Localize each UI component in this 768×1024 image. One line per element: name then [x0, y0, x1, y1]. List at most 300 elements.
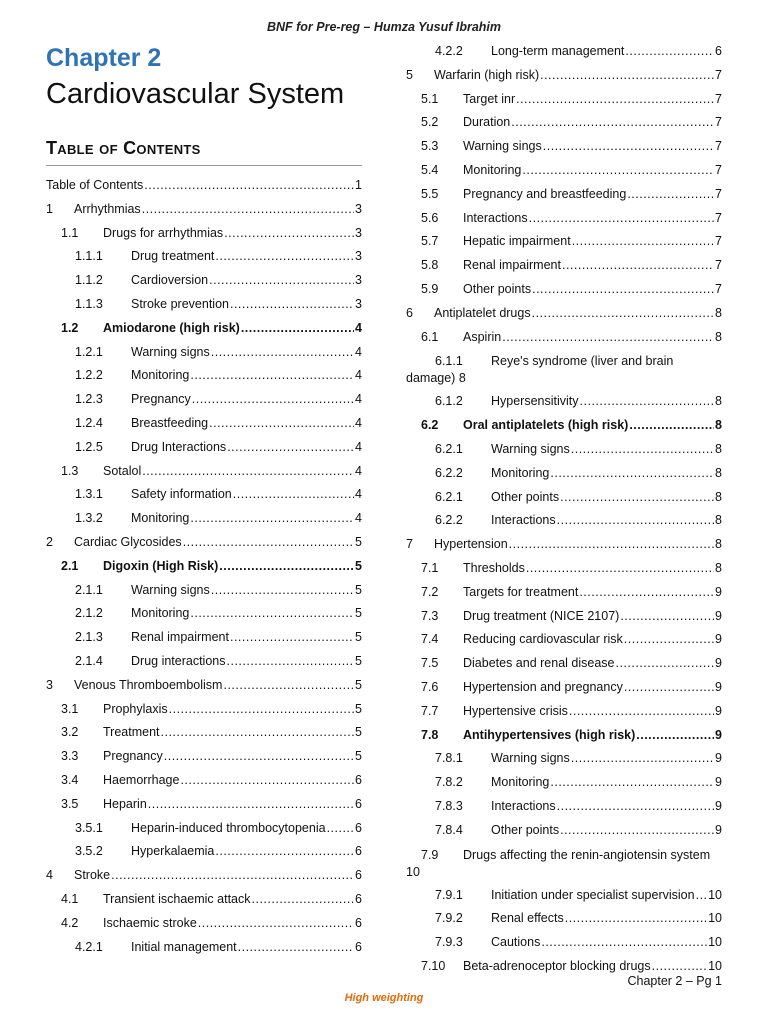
toc-entry-title: Drug Interactions [131, 439, 227, 454]
toc-leader-dots [562, 254, 714, 278]
toc-entry[interactable] [406, 88, 722, 112]
toc-entry-page: 8 [715, 418, 722, 433]
toc-entry[interactable] [46, 888, 362, 912]
toc-entry-page: 1 [355, 178, 362, 192]
toc-entry-page: 5 [355, 701, 362, 716]
toc-entry-title: Hypertension [434, 537, 508, 552]
toc-entry-number: 1.2.1 [75, 344, 103, 359]
toc-entry-page: 7 [715, 91, 722, 106]
toc-entry-page: 4 [355, 439, 362, 454]
toc-entry[interactable] [406, 462, 722, 486]
toc-entry-number: 3.2 [61, 725, 79, 740]
footer-page-number: Chapter 2 – Pg 1 [627, 974, 722, 988]
toc-leader-dots [190, 364, 354, 388]
toc-entry-number: 5.6 [421, 210, 439, 225]
toc-entry[interactable] [46, 341, 362, 365]
toc-leader-dots [550, 771, 714, 795]
toc-entry-title: Diabetes and renal disease [463, 656, 615, 671]
toc-entry-number: 5 [406, 67, 413, 82]
toc-entry-page: 9 [715, 679, 722, 694]
toc-entry[interactable] [46, 174, 362, 198]
toc-entry-page: 6 [355, 844, 362, 859]
toc-entry-page: 3 [355, 296, 362, 311]
toc-entry-number: 1 [46, 201, 53, 216]
toc-entry-page: 6 [355, 939, 362, 954]
toc-entry[interactable] [46, 507, 362, 531]
toc-entry[interactable] [46, 269, 362, 293]
toc-entry-page: 7 [715, 162, 722, 177]
toc-entry-page: 7 [715, 115, 722, 130]
toc-entry-number: 5.5 [421, 186, 439, 201]
toc-entry[interactable] [406, 159, 722, 183]
toc-entry[interactable] [406, 64, 722, 88]
toc-entry-number: 3.1 [61, 701, 79, 716]
chapter-label: Chapter 2 [46, 44, 162, 72]
toc-entry[interactable] [46, 198, 362, 222]
toc-entry-title: Monitoring [131, 511, 190, 526]
toc-entry-title: Antihypertensives (high risk) [463, 727, 636, 742]
toc-entry[interactable] [46, 674, 362, 698]
toc-entry-title: Duration [463, 115, 511, 130]
toc-entry-title: Venous Thromboembolism [74, 677, 223, 692]
toc-entry-page: 3 [355, 273, 362, 288]
toc-entry-number: 1.1 [61, 225, 79, 240]
toc-entry-number: 2.1 [61, 558, 79, 573]
toc-leader-dots [572, 230, 714, 254]
toc-entry-number: 6.2 [421, 418, 439, 433]
toc-entry-title: Sotalol [103, 463, 142, 478]
toc-entry-title: Cardioversion [131, 273, 209, 288]
toc-entry-number: 7.8.1 [435, 751, 463, 766]
toc-entry-title: Pregnancy [131, 392, 191, 407]
toc-entry-title: Warfarin (high risk) [434, 67, 540, 82]
toc-leader-dots [241, 317, 354, 341]
toc-leader-dots [224, 222, 354, 246]
toc-entry[interactable] [406, 747, 722, 771]
toc-entry-page: 9 [715, 703, 722, 718]
toc-leader-dots [223, 674, 354, 698]
toc-entry-title: Antiplatelet drugs [434, 305, 531, 320]
toc-entry-title: Cardiac Glycosides [74, 534, 182, 549]
toc-entry-number: 7.9.1 [435, 887, 463, 902]
toc-entry-number: 6.2.1 [435, 489, 463, 504]
toc-entry-page: 10 [708, 935, 722, 950]
toc-entry[interactable] [406, 254, 722, 278]
toc-entry-title: Drug interactions [131, 653, 226, 668]
toc-entry[interactable] [406, 931, 722, 955]
toc-entry-page: 5 [355, 653, 362, 668]
toc-entry-page: 6 [355, 772, 362, 787]
toc-leader-dots [169, 698, 354, 722]
toc-entry[interactable] [46, 650, 362, 674]
toc-entry-page: 9 [715, 822, 722, 837]
toc-leader-dots [211, 341, 354, 365]
toc-entry[interactable] [406, 111, 722, 135]
toc-leader-dots [327, 817, 354, 841]
toc-entry-number: 3 [46, 677, 53, 692]
toc-entry-title: Interactions [491, 798, 556, 813]
toc-entry[interactable] [46, 864, 362, 888]
toc-entry-page: 10 [708, 887, 722, 902]
toc-entry-title: Hypertensive crisis [463, 703, 568, 718]
toc-entry-title: Warning signs [131, 582, 210, 597]
toc-entry[interactable] [406, 676, 722, 700]
toc-entry-page: 10 [708, 958, 722, 973]
toc-entry[interactable] [406, 724, 722, 748]
toc-leader-dots [579, 581, 714, 605]
toc-entry-number: 4.2 [61, 915, 79, 930]
toc-entry-title: Pregnancy [103, 749, 163, 764]
toc-leader-dots [571, 438, 714, 462]
toc-entry[interactable] [46, 245, 362, 269]
toc-entry-page: 7 [715, 186, 722, 201]
toc-entry-number: 7.2 [421, 584, 439, 599]
toc-entry-page: 8 [715, 441, 722, 456]
toc-entry-title: Hepatic impairment [463, 234, 571, 249]
toc-leader-dots [180, 769, 354, 793]
toc-entry-title: Interactions [491, 513, 556, 528]
toc-entry-number: 6.2.2 [435, 465, 463, 480]
toc-entry-page: 6 [355, 915, 362, 930]
toc-entry-title: Warning sings [463, 139, 542, 154]
toc-entry-page: 8 [715, 513, 722, 528]
toc-entry[interactable] [46, 745, 362, 769]
toc-entry-title: Stroke prevention [131, 296, 229, 311]
toc-entry-title: Targets for treatment [463, 584, 579, 599]
toc-leader-dots [144, 174, 354, 198]
toc-entry[interactable] [406, 557, 722, 581]
toc-leader-dots [636, 724, 714, 748]
toc-entry-title: Oral antiplatelets (high risk) [463, 418, 629, 433]
toc-entry-number: 7.8.4 [435, 822, 463, 837]
toc-entry[interactable] [46, 483, 362, 507]
toc-entry-number: 4 [46, 868, 53, 883]
toc-entry-title: Renal effects [491, 911, 564, 926]
toc-entry-number: 1.2 [61, 320, 79, 335]
toc-entry-number: 7.9.3 [435, 935, 463, 950]
toc-entry-number: 7.5 [421, 656, 439, 671]
toc-entry-page: 9 [715, 584, 722, 599]
toc-entry-title: Heparin-induced thrombocytopenia [131, 820, 326, 835]
toc-entry[interactable] [406, 207, 722, 231]
toc-entry-title: Monitoring [131, 606, 190, 621]
toc-entry-title: Safety information [131, 487, 232, 502]
toc-entry-number: 1.3.2 [75, 511, 103, 526]
toc-leader-dots [580, 390, 715, 414]
toc-entry-page: 5 [355, 558, 362, 573]
toc-leader-dots [509, 533, 714, 557]
toc-entry-title: Drug treatment [131, 249, 215, 264]
toc-entry-page: 5 [355, 630, 362, 645]
toc-leader-dots [616, 652, 715, 676]
toc-entry-number: 1.3.1 [75, 487, 103, 502]
toc-entry-title: Stroke [74, 868, 111, 883]
toc-entry[interactable] [406, 390, 722, 414]
toc-entry-number: 1.2.4 [75, 415, 103, 430]
toc-entry-page: 4 [355, 463, 362, 478]
toc-entry[interactable] [406, 438, 722, 462]
toc-entry[interactable] [46, 531, 362, 555]
toc-entry-number: 6.1.2 [435, 394, 463, 409]
toc-entry[interactable] [46, 364, 362, 388]
toc-right-column [406, 40, 722, 979]
toc-entry-page: 9 [715, 632, 722, 647]
footer-note: High weighting [344, 992, 424, 1004]
toc-leader-dots [516, 88, 714, 112]
toc-entry-number: 5.8 [421, 258, 439, 273]
toc-entry-title: Monitoring [131, 368, 190, 383]
toc-entry-title: Other points [463, 281, 532, 296]
toc-entry-title: Heparin [103, 796, 147, 811]
toc-entry-title: Prophylaxis [103, 701, 168, 716]
toc-entry[interactable] [406, 907, 722, 931]
toc-entry-page: 3 [355, 225, 362, 240]
toc-entry-page: 7 [715, 139, 722, 154]
toc-entry-title: Drugs affecting the renin-angiotensin system [463, 847, 711, 862]
toc-entry[interactable] [46, 460, 362, 484]
toc-leader-dots [227, 436, 354, 460]
toc-entry[interactable] [46, 769, 362, 793]
toc-entry-title: Digoxin (High Risk) [103, 558, 219, 573]
toc-entry-page: 4 [355, 511, 362, 526]
toc-entry-page: 7 [715, 234, 722, 249]
toc-entry[interactable] [406, 700, 722, 724]
toc-entry-title: Ischaemic stroke [103, 915, 197, 930]
toc-entry-title: Hypertension and pregnancy [463, 679, 623, 694]
toc-entry[interactable] [46, 817, 362, 841]
toc-entry-number: 3.5.2 [75, 844, 103, 859]
toc-leader-dots [627, 183, 714, 207]
toc-entry-title: Interactions [463, 210, 528, 225]
toc-entry-page: 6 [355, 868, 362, 883]
toc-leader-dots [550, 462, 714, 486]
toc-entry-page: 9 [715, 751, 722, 766]
toc-entry-number: 5.2 [421, 115, 439, 130]
toc-entry-page: 8 [715, 465, 722, 480]
toc-entry-title: Other points [491, 822, 560, 837]
toc-leader-dots [557, 795, 714, 819]
toc-leader-dots [696, 884, 708, 908]
toc-leader-dots [227, 650, 355, 674]
toc-entry-page: 6 [355, 796, 362, 811]
toc-entry-title: Reye's syndrome (liver and brain damage) [406, 354, 674, 386]
toc-leader-dots [532, 278, 714, 302]
toc-entry-number: 1.2.5 [75, 439, 103, 454]
toc-entry-page: 4 [355, 320, 362, 335]
toc-entry-number: 2.1.4 [75, 653, 103, 668]
toc-entry-page: 8 [458, 371, 466, 386]
toc-entry-number: 1.2.2 [75, 368, 103, 383]
toc-entry[interactable] [406, 349, 722, 390]
toc-entry-title: Aspirin [463, 329, 502, 344]
toc-entry-title: Haemorrhage [103, 772, 180, 787]
toc-entry[interactable] [406, 40, 722, 64]
toc-entry-title: Transient ischaemic attack [103, 891, 251, 906]
toc-leader-dots [526, 557, 714, 581]
toc-entry-number: 1.1.3 [75, 296, 103, 311]
toc-entry[interactable] [406, 771, 722, 795]
toc-entry-page: 4 [355, 344, 362, 359]
toc-entry-page: 7 [715, 67, 722, 82]
toc-leader-dots [233, 483, 354, 507]
toc-entry-number: 2.1.1 [75, 582, 103, 597]
toc-leader-dots [624, 628, 714, 652]
toc-entry-title: Renal impairment [463, 258, 561, 273]
toc-entry-number: 7.4 [421, 632, 439, 647]
toc-entry-number: 5.3 [421, 139, 439, 154]
toc-entry[interactable] [406, 326, 722, 350]
toc-leader-dots [625, 40, 714, 64]
toc-entry-page: 8 [715, 489, 722, 504]
toc-entry-number: 2 [46, 534, 53, 549]
toc-entry[interactable] [406, 278, 722, 302]
toc-leader-dots [192, 388, 354, 412]
toc-entry-page: 5 [355, 534, 362, 549]
toc-entry[interactable] [406, 843, 722, 884]
toc-leader-dots [541, 931, 707, 955]
toc-entry-page: 10 [406, 864, 420, 879]
toc-entry-page: 9 [715, 775, 722, 790]
toc-leader-dots [215, 245, 354, 269]
toc-entry[interactable] [46, 555, 362, 579]
toc-leader-dots [502, 326, 714, 350]
toc-entry-title: Drugs for arrhythmias [103, 225, 224, 240]
toc-entry-number: 1.2.3 [75, 392, 103, 407]
toc-entry-title: Monitoring [491, 775, 550, 790]
toc-entry[interactable] [406, 605, 722, 629]
toc-entry-number: 7.6 [421, 679, 439, 694]
toc-entry-title: Hyperkalaemia [131, 844, 215, 859]
toc-entry[interactable] [406, 486, 722, 510]
toc-entry-page: 9 [715, 798, 722, 813]
toc-entry[interactable] [46, 412, 362, 436]
toc-entry-page: 4 [355, 487, 362, 502]
toc-entry-number: 1.3 [61, 463, 79, 478]
toc-entry-number: 7.3 [421, 608, 439, 623]
toc-entry-page: 8 [715, 305, 722, 320]
toc-entry-title: Initiation under specialist supervision [491, 887, 695, 902]
toc-entry-title: Target inr [463, 91, 516, 106]
toc-leader-dots [629, 414, 714, 438]
toc-entry[interactable] [406, 652, 722, 676]
toc-entry[interactable] [46, 602, 362, 626]
toc-leader-dots [571, 747, 714, 771]
toc-entry[interactable] [46, 388, 362, 412]
toc-entry[interactable] [46, 936, 362, 960]
toc-entry[interactable] [46, 579, 362, 603]
toc-leader-dots [142, 460, 354, 484]
toc-leader-dots [219, 555, 354, 579]
toc-entry[interactable] [46, 721, 362, 745]
toc-entry-title: Beta-adrenoceptor blocking drugs [463, 958, 651, 973]
toc-entry-page: 4 [355, 415, 362, 430]
toc-entry[interactable] [46, 222, 362, 246]
toc-entry-number: 3.3 [61, 749, 79, 764]
toc-entry-number: 5.7 [421, 234, 439, 249]
toc-entry-title: Warning signs [491, 441, 570, 456]
toc-leader-dots [164, 745, 354, 769]
toc-entry[interactable] [46, 626, 362, 650]
toc-entry-page: 9 [715, 608, 722, 623]
toc-entry-title: Long-term management [491, 44, 625, 58]
toc-leader-dots [569, 700, 714, 724]
toc-entry-number: 7.9 [421, 847, 439, 862]
toc-leader-dots [557, 509, 714, 533]
toc-entry-title: Initial management [131, 939, 237, 954]
toc-entry[interactable] [406, 183, 722, 207]
toc-entry-title: Monitoring [491, 465, 550, 480]
toc-entry[interactable] [406, 509, 722, 533]
toc-leader-dots [230, 626, 354, 650]
toc-entry-number: 5.1 [421, 91, 439, 106]
chapter-title: Cardiovascular System [46, 78, 345, 110]
toc-entry[interactable] [46, 293, 362, 317]
toc-entry-page: 7 [715, 258, 722, 273]
toc-entry-number: 7 [406, 537, 413, 552]
toc-entry-page: 4 [355, 392, 362, 407]
toc-entry-title: Thresholds [463, 560, 525, 575]
toc-leader-dots [215, 840, 354, 864]
toc-leader-dots [529, 207, 714, 231]
toc-heading: Table of Contents [46, 138, 362, 166]
toc-leader-dots [252, 888, 355, 912]
toc-leader-dots [198, 912, 354, 936]
toc-leader-dots [111, 864, 354, 888]
toc-entry[interactable] [406, 302, 722, 326]
toc-leader-dots [183, 531, 354, 555]
toc-entry-number: 1.1.2 [75, 273, 103, 288]
toc-leader-dots [560, 819, 714, 843]
toc-entry[interactable] [46, 912, 362, 936]
toc-entry-title: Amiodarone (high risk) [103, 320, 240, 335]
toc-entry[interactable] [406, 230, 722, 254]
toc-entry[interactable] [46, 317, 362, 341]
toc-entry[interactable] [46, 793, 362, 817]
toc-leader-dots [190, 602, 354, 626]
toc-entry[interactable] [406, 795, 722, 819]
toc-leader-dots [190, 507, 354, 531]
toc-entry-number: 6.1.1 [435, 354, 463, 369]
toc-entry-page: 6 [355, 820, 362, 835]
toc-leader-dots [565, 907, 707, 931]
toc-entry-page: 9 [715, 727, 722, 742]
toc-entry[interactable] [406, 414, 722, 438]
toc-entry-number: 7.8.2 [435, 775, 463, 790]
toc-entry[interactable] [46, 436, 362, 460]
toc-leader-dots [238, 936, 354, 960]
toc-entry-number: 7.7 [421, 703, 439, 718]
toc-entry[interactable] [406, 628, 722, 652]
toc-entry-number: 5.4 [421, 162, 439, 177]
toc-entry[interactable] [406, 135, 722, 159]
toc-entry[interactable] [46, 698, 362, 722]
toc-entry[interactable] [46, 840, 362, 864]
toc-entry-number: 2.1.2 [75, 606, 103, 621]
toc-entry-title: Hypersensitivity [491, 394, 579, 409]
toc-entry[interactable] [406, 533, 722, 557]
toc-leader-dots [624, 676, 714, 700]
toc-entry-number: 7.8 [421, 727, 439, 742]
toc-entry-page: 7 [715, 210, 722, 225]
toc-entry[interactable] [406, 884, 722, 908]
toc-entry-title: Treatment [103, 725, 160, 740]
toc-entry-page: 6 [715, 44, 722, 58]
toc-entry-page: 5 [355, 606, 362, 621]
toc-entry-title: Pregnancy and breastfeeding [463, 186, 627, 201]
toc-entry[interactable] [406, 819, 722, 843]
toc-entry[interactable] [406, 581, 722, 605]
toc-entry-page: 4 [355, 368, 362, 383]
